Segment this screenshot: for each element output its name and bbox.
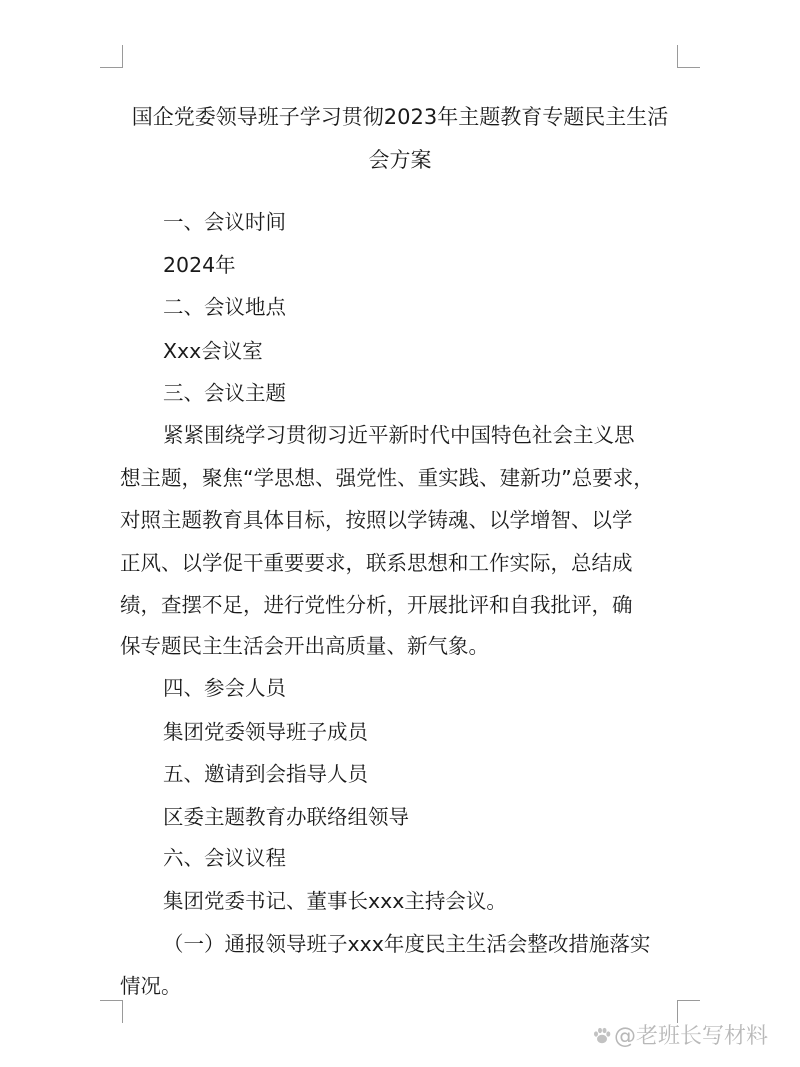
theme-paragraph-line: 绩，查摆不足，进行党性分析，开展批评和自我批评，确: [120, 593, 633, 617]
heading-meeting-theme: 三、会议主题: [163, 381, 286, 405]
heading-meeting-place: 二、会议地点: [163, 295, 286, 319]
heading-attendees: 四、参会人员: [163, 676, 286, 700]
crop-mark-top-right: [677, 45, 700, 68]
theme-paragraph-line: 对照主题教育具体目标，按照以学铸魂、以学增智、以学: [120, 508, 633, 532]
crop-mark-bottom-right: [677, 1000, 700, 1023]
invited-guides-value: 区委主题教育办联络组领导: [163, 805, 409, 829]
watermark-text: @老班长写材料: [614, 1024, 769, 1049]
meeting-time-value: 2024年: [163, 253, 236, 277]
heading-invited-guides: 五、邀请到会指导人员: [163, 762, 368, 786]
theme-paragraph-line: 紧紧围绕学习贯彻习近平新时代中国特色社会主义思: [163, 423, 635, 447]
theme-paragraph-line: 正风、以学促干重要要求，联系思想和工作实际，总结成: [120, 551, 633, 575]
title-line-1: 国企党委领导班子学习贯彻2023年主题教育专题民主生活: [131, 105, 669, 129]
crop-mark-bottom-left: [100, 1000, 123, 1023]
paw-icon: [592, 1026, 612, 1046]
agenda-host-line: 集团党委书记、董事长xxx主持会议。: [163, 889, 507, 913]
agenda-item-1-line: （一）通报领导班子xxx年度民主生活会整改措施落实: [163, 932, 651, 956]
meeting-place-value: Xxx会议室: [163, 339, 263, 363]
agenda-item-1-line: 情况。: [120, 974, 182, 998]
theme-paragraph-line: 想主题，聚焦“学思想、强党性、重实践、建新功”总要求，: [120, 466, 654, 490]
theme-paragraph-line: 保专题民主生活会开出高质量、新气象。: [120, 634, 489, 658]
attendees-value: 集团党委领导班子成员: [163, 720, 368, 744]
heading-meeting-time: 一、会议时间: [163, 210, 286, 234]
title-line-2: 会方案: [368, 148, 432, 172]
watermark: [592, 1022, 768, 1052]
heading-agenda: 六、会议议程: [163, 846, 286, 870]
crop-mark-top-left: [100, 45, 123, 68]
